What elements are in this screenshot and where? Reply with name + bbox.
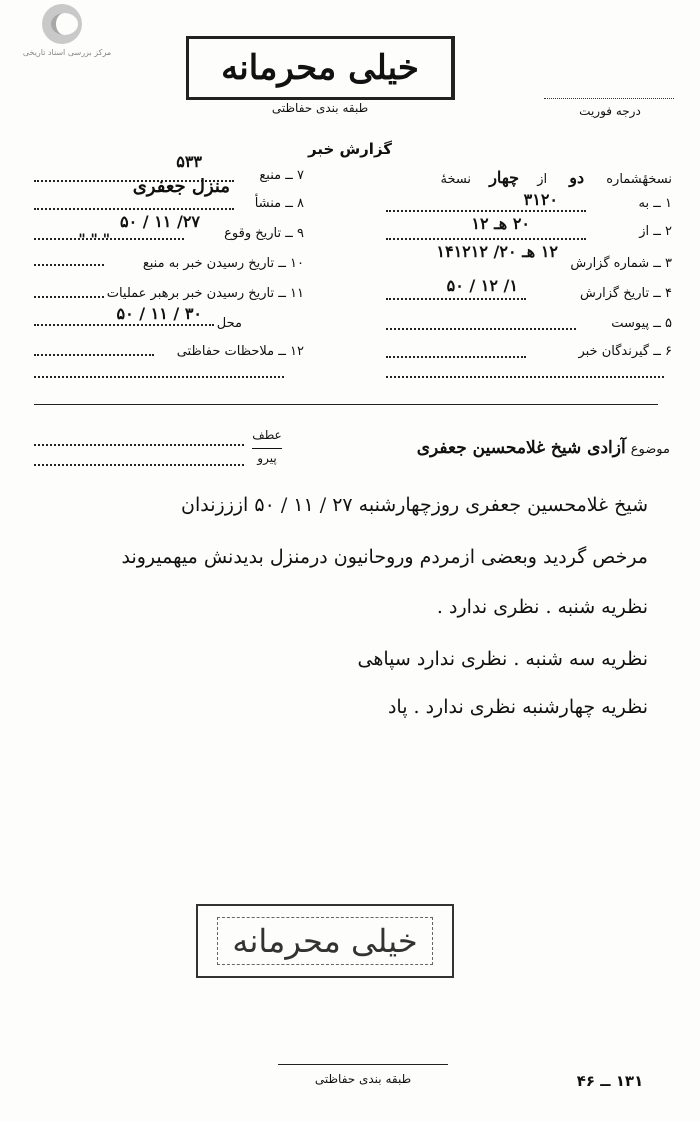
field-origin-dots	[34, 208, 234, 210]
field-report-date-dots	[386, 298, 526, 300]
field-location-dots	[34, 324, 214, 326]
subject-value: آزادی شیخ غلامحسین جعفری	[416, 438, 626, 458]
copy-of-label: از	[537, 172, 548, 187]
field-source-label: ۷ ــ منبع	[259, 168, 304, 183]
subject-row	[417, 438, 670, 458]
classification-label: طبقه بندی حفاظتی	[271, 101, 369, 115]
field-security-notes-dots-2	[34, 376, 284, 378]
field-recipients-label: ۶ ــ گیرندگان خبر	[578, 344, 672, 359]
field-recipients-dots	[386, 356, 526, 358]
followup-dots	[34, 464, 244, 466]
bottom-secret-stamp	[196, 904, 454, 978]
field-from-dots	[386, 238, 586, 240]
footer-rule	[278, 1064, 448, 1065]
field-origin-value: منزل جعفری	[132, 176, 230, 197]
field-security-notes-dots	[34, 354, 154, 356]
followup-label: پیرو	[252, 448, 282, 465]
document-number: ۱۳۱ ــ ۴۶	[576, 1072, 644, 1090]
bottom-stamp-text: خیلی محرمانه	[217, 917, 432, 965]
field-operation-date-label: ۱۱ ــ تاریخ رسیدن خبر برهبر عملیات	[106, 286, 304, 301]
field-occurrence-date	[224, 226, 304, 241]
field-from-value: ۲۰ هـ ۱۲	[471, 214, 530, 233]
field-occurrence-date-value: ۲۷/ ۱۱ / ۵۰	[120, 212, 200, 231]
field-report-date-value: ۱/ ۱۲ / ۵۰	[446, 276, 518, 295]
field-to	[639, 196, 672, 211]
field-report-number-label: ۳ ــ شماره گزارش	[570, 256, 672, 271]
body-line-3: نظریه شنبه . نظری ندارد .	[436, 596, 648, 618]
field-arrival-date-dots	[34, 264, 104, 266]
field-attachment	[611, 316, 672, 331]
body-line-5: نظریه چهارشنبه نظری ندارد . پاد	[387, 696, 648, 718]
field-arrival-date-label: ۱۰ ــ تاریخ رسیدن خبر به منبع	[142, 256, 304, 271]
section-divider	[34, 404, 658, 405]
field-security-notes	[177, 344, 304, 359]
field-security-notes-label: ۱۲ ــ ملاحظات حفاظتی	[176, 344, 304, 359]
footer-classification: طبقه بندی حفاظتی	[314, 1072, 412, 1086]
field-from-label: ۲ ــ از	[639, 224, 672, 239]
field-recipients	[578, 344, 672, 359]
field-arrival-date	[143, 256, 304, 271]
field-from	[639, 224, 672, 239]
archive-logo	[8, 4, 126, 64]
reference-dots	[34, 444, 244, 446]
field-to-label: ۱ ــ به	[638, 196, 672, 211]
field-to-dots	[386, 210, 586, 212]
field-origin	[255, 196, 304, 211]
copy-suffix-label: نسخهٔ	[440, 172, 472, 187]
body-line-1: شیخ غلامحسین جعفری روزچهارشنبه ۲۷ / ۱۱ / ۵۰ ازززندان	[181, 494, 648, 516]
field-to-value: ۳۱۲۰	[523, 190, 558, 209]
field-source	[259, 168, 304, 183]
top-secret-stamp: خیلی محرمانه	[186, 36, 455, 100]
priority-label: درجه فوریت	[579, 104, 641, 118]
field-location	[217, 316, 242, 331]
copy-number-label: نسخهٔشماره	[606, 172, 672, 187]
field-operation-date-dots	[34, 296, 104, 298]
field-occurrence-date-label: ۹ ــ تاریخ وقوع	[224, 226, 304, 241]
subject-label: موضوع	[630, 442, 670, 457]
field-origin-label: ۸ ــ منشأ	[254, 196, 304, 211]
body-line-4: نظریه سه شنبه . نظری ندارد سپاهی	[357, 648, 648, 670]
field-report-date	[580, 286, 672, 301]
body-line-2: مرخص گردید وبعضی ازمردم وروحانیون درمنزل بدیدنش میهمیروند	[121, 546, 648, 568]
priority-line	[544, 98, 674, 99]
field-recipients-dots-2	[386, 376, 664, 378]
field-report-date-label: ۴ ــ تاریخ گزارش	[580, 286, 672, 301]
copy-number-row	[440, 168, 672, 187]
reference-label: عطف	[252, 428, 282, 442]
field-report-number-value: ۱۲ هـ ۲۰/ ۱۴۱۲۱۲	[436, 242, 558, 261]
field-location-value: ۳۰ / ۱۱ / ۵۰	[116, 304, 202, 323]
field-arrival-date-value: " " "	[78, 232, 110, 248]
field-report-number	[570, 256, 672, 271]
field-operation-date	[107, 286, 304, 301]
logo-text: مرکز بررسی اسناد تاریخی	[22, 48, 112, 57]
field-attachment-label: ۵ ــ پیوست	[611, 316, 672, 331]
field-location-label: محل	[216, 316, 242, 331]
report-title: گزارش خبر	[307, 140, 393, 158]
copy-number-value: دو	[569, 168, 585, 187]
logo-emblem-icon	[42, 4, 82, 44]
field-attachment-dots	[386, 328, 576, 330]
field-source-value: ۵۳۳	[176, 152, 202, 171]
copy-total-value: چهار	[489, 168, 520, 187]
